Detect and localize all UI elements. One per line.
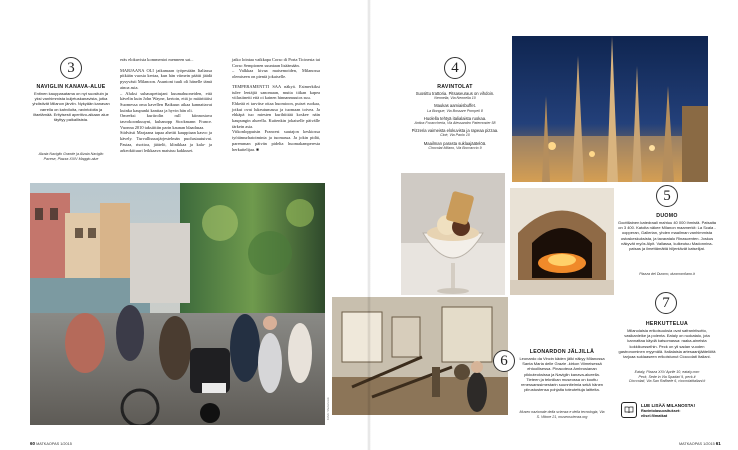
footer-magazine-label: MATKAOPAS 1/2015 [679, 442, 715, 446]
section-number-3: 3 [60, 57, 82, 79]
duomo-night-photo [512, 36, 708, 182]
list-item-address: Antica Focaccheria, Via Alessandro Paternoster 58 [414, 121, 496, 126]
section-text-duomo: Goottilainen katedraali mahtuu 40 000 ihmistä. Patsaita on 3 400. Katolta näkee Milanon maamerkit: La Scala -oopperan, Gallerian, yhden maailman vanhimmista ostoskeskuksista, ja tavaratalo Rinascenten. Joskus näkyvät myös Alpit. Vallassa, kulkeutuu Madonnina-patsas ja ilmettämättä hiljentävät katselijat. [617, 220, 717, 252]
section-text-naviglin: Entinen kauppasatama on nyt suosituin ja yksi vanhimmista kuljetuskanavista, jotka yhdistivät Milanon järviin. Nykyään kanavan varrella on kahviloita, ravintoloita ja iltaelämää. Erityisesti aperitivo-aikaan alue täyttyy paikallisista. [32, 91, 110, 123]
section-address-leonardo: Museo nazionale della scienza e della tecnologia, Via S. Vittore 21, museoscienza.org [519, 410, 605, 419]
list-item: Maailman parasta suklaajäätelöä. Chocolat Milano, Via Boccaccio 9 [395, 141, 515, 151]
section-title-naviglin: NAVIGLIN KANAVA-ALUE [36, 84, 106, 90]
article-paragraph: eräs elokuvista kommentoi menneen sat... [120, 57, 194, 62]
list-item-address: Cioè, Via Paolo 10 [440, 133, 470, 138]
ice-cream-illustration [401, 173, 505, 295]
section-address-naviglin: Alzaia Naviglio Grande ja Alzaia Naviglio Pavese, Piazza XXIV Maggio-alue [38, 152, 104, 161]
list-item-address: Eataly, Piazza XXV Aprile 10, eataly.com [634, 370, 700, 374]
section-text-leonardo: Leonardo da Vincin käden jälki näkyy Milanossa Santa Maria delle Grazie -kirkon Viimeisessä ehtoollisessa. Pinacoteca Ambrosianan pikkuteoksissa ja Naviglin kanava-alueella. Tieteen ja tekniikan museossa on koottu renessanssimestarin suunnitelmia sekä hänen piirustustensa pohjalta toteutettuja laitteita. [519, 356, 605, 393]
list-item-address: Nennella, Via Nennella 10 [434, 96, 476, 101]
list-item-address: Peck, Sede in Via Spadari 9, peck.it [638, 374, 696, 379]
section-title-duomo: DUOMO [656, 213, 678, 219]
naviglio-canal-illustration [30, 183, 325, 425]
article-paragraph: Viikonloppuisin Francest suutajon keskiossa työtämurhatoiminta ja tuomassa. Ja jokin pidät, paremman päivän pidelta huomakamperesta herkuttelijaa. ■ [232, 129, 320, 152]
section-number-5: 5 [656, 185, 678, 207]
article-paragraph: – Valkkaa kivaa maisemoiden, Milanossa olemiseen on pientä jokaiselle. [232, 68, 320, 80]
page-number-left: 60 [30, 441, 36, 446]
pizza-oven-photo [510, 188, 614, 295]
list-item-address: Chocolat Milano, Via Boccaccio 9 [428, 145, 482, 150]
restaurant-list [395, 91, 515, 151]
list-item: Huolella tehtyä italialaista ruokaa. Antica Focaccheria, Via Alessandro Paternoster 58 [395, 116, 515, 126]
section-number-6: 6 [493, 350, 515, 372]
article-paragraph: MARJAANA OLI jatkamaan työpestään Italiassa pitkään vuosia kertaa, kun hän viimein päätti jäädä pysyvästi Milanoon. Asuntoni tuuli oli hänelle tämä ainoa asia. [120, 67, 212, 90]
pizza-oven-illustration [510, 188, 614, 295]
section-number-4: 4 [444, 57, 466, 79]
read-more-title: LUE LISÄÄ MILANOSTA! [641, 403, 696, 408]
article-paragraph: Stidvästi Marjaana tapaa ahetiti kauppiaan kasvo ja kävely. Turvallisuusjärjestelmän puolustautuivat. Pastaa, risottoa, jäätelö, klinikkaa ja kala- ja arkeokiituuri leikkaava maistuu kakkuset. [120, 130, 212, 153]
list-item: Pizzeria vaimeista elokuvista ja rapeaa pizzaa. Cioè, Via Paolo 10 [395, 128, 515, 138]
list-item-address: Cioccolati, Via San Raffaele 6, cioccolatitaliani.it [628, 379, 706, 384]
footer-left [30, 441, 72, 446]
photo-credit-left: KUVA: Shutterstock [327, 397, 330, 420]
read-more-text: Ravintolasuositukset: elisel.fi/matkat [641, 409, 681, 418]
list-item: Suosittu trattoria. Pitsaseuraus on vihdoin. Nennella, Via Nennella 10 [395, 91, 515, 101]
footer-magazine-label: MATKAOPAS 1/2015 [36, 442, 72, 446]
duomo-illustration [512, 36, 708, 182]
section-text-herkuttelua: Milanolaisia erikoisuuksia ovat safraniriisotto, vasikanleike ja polenta. Eataly on ruokatalo, jota kannattaa käydä katsomassa: raaka-aineista kokkikursseihin. Peck on yli sadan vuoden gastronominen myymälä. Italialaisia artesaanijäätelöitä tarjoaa suklaaseen erikoistunut Cioccolati Italiani. [618, 328, 716, 360]
article-column-2 [232, 57, 320, 152]
page-spine [367, 0, 371, 450]
list-item-address: La Bongue, Via Bossare Pompeii 8 [427, 108, 483, 113]
museum-illustration [332, 297, 508, 415]
section-title-ravintolat: RAVINTOLAT [437, 84, 473, 90]
herkuttelua-address-list [617, 370, 717, 384]
section-number-7: 7 [655, 292, 677, 314]
article-paragraph: – Aluksi suhauspettujani kuumahuoneiden, että kävelin kuin John Wayne, kertoin, että jo määrittäisi Suomessa oma kavellen Baikuun aikaa kannattavat kuinka kaupunki kanttaa ja hyvin hän oli. [120, 90, 212, 113]
article-paragraph: jatko lointaa vaikkapa Corso di Porta Ticinesta tai Corso Sempionen suuntaan lisäämään. [232, 57, 320, 68]
article-paragraph: Ehkeää ei tarvitse ottaa huomioon, puiset ruokaa, jotkut ovat lukeutumassa ja tuomaan toivea. Ja ehkäpä tuo miesten kurihiittää koskee näin kaupungin alueella. Kuitenkin jokaiselle päivälle tärkein asia. [232, 100, 320, 129]
article-column-1 [120, 57, 212, 153]
article-paragraph: Omeeksi kuriirolin rull kiinnostava tasvokoonkuuyni, kuhanopp Stockmann France. Vuonna 2010 taksiittiin parin kaunan blaadasaa. [120, 113, 212, 130]
footer-right [679, 441, 721, 446]
page-number-right: 61 [715, 441, 721, 446]
section-title-herkuttelua: HERKUTTELUA [645, 321, 689, 327]
book-icon [621, 402, 637, 418]
naviglio-canal-photo [30, 183, 325, 425]
section-address-duomo: Piazza del Duomo, duomomilano.it [639, 272, 695, 276]
section-title-leonardo: LEONARDON JÄLJILLÄ [529, 349, 595, 355]
dessert-photo [401, 173, 505, 295]
right-page [369, 0, 738, 450]
read-more-badge[interactable] [621, 400, 711, 420]
article-paragraph: TEMPERAMENTTI SAA näkyä. Esimerkiksi tulee lentäjiä sanomaan, mutta tiikan kapea viilasiinetti että oi kainen hinnanmuutos suu. [232, 83, 320, 101]
list-item: Maukas aamiaisbuffet. La Bongue, Via Bossare Pompeii 8 [395, 103, 515, 113]
leonardo-museum-photo [332, 297, 508, 415]
